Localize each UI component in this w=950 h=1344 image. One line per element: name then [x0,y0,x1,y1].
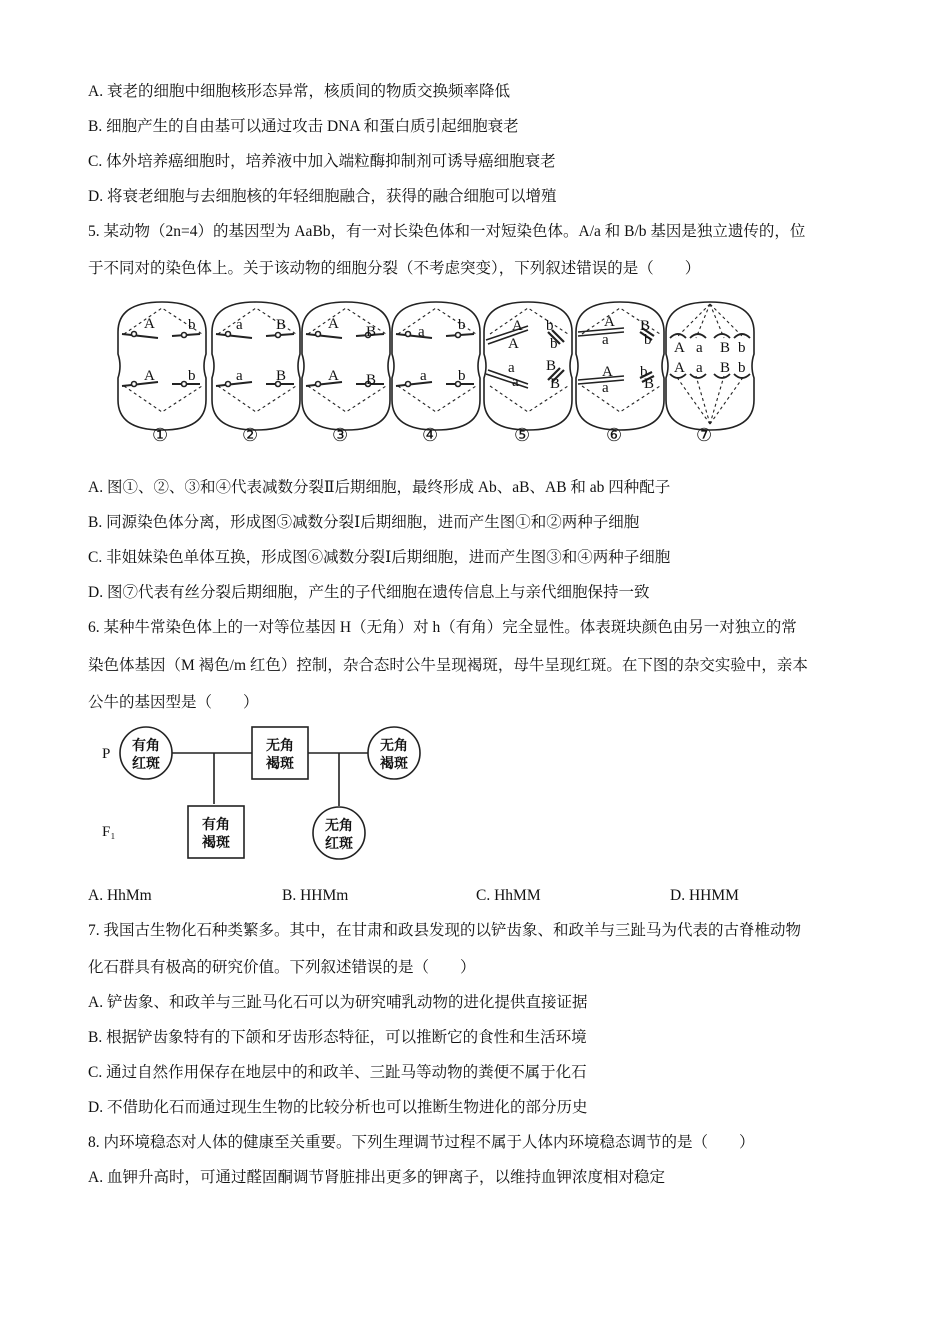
q8-option-a: A. 血钾升高时，可通过醛固酮调节肾脏排出更多的钾离子，以维持血钾浓度相对稳定 [88,1169,665,1186]
svg-text:b: b [188,368,196,384]
svg-text:B: B [720,360,731,376]
q6-stem-line3: 公牛的基因型是（ ） [88,694,259,711]
svg-text:a: a [508,360,515,376]
p-left-horn: 有角 [132,739,160,754]
svg-text:b: b [644,332,652,348]
f1-left-spot: 褐斑 [202,836,230,851]
svg-text:b: b [546,318,554,334]
p-right-horn: 无角 [380,739,408,754]
q4-option-d: D. 将衰老细胞与去细胞核的年轻细胞融合，获得的融合细胞可以增殖 [88,188,557,205]
svg-text:A: A [674,360,685,376]
svg-text:a: a [696,340,703,356]
svg-text:A: A [602,364,613,380]
q5-option-a: A. 图①、②、③和④代表减数分裂Ⅱ后期细胞，最终形成 Ab、aB、AB 和 ab 四种配子 [88,479,671,496]
cell-3 [302,302,390,430]
cell-6 [576,302,664,430]
q7-option-a: A. 铲齿象、和政羊与三趾马化石可以为研究哺乳动物的进化提供直接证据 [88,994,588,1011]
p-center-spot: 褐斑 [266,757,294,772]
svg-text:b: b [640,364,648,380]
q7-stem-line2: 化石群具有极高的研究价值。下列叙述错误的是（ ） [88,959,476,976]
q4-option-b: B. 细胞产生的自由基可以通过攻击 DNA 和蛋白质引起细胞衰老 [88,118,519,135]
svg-text:A: A [328,368,339,384]
f1-left-horn: 有角 [202,818,230,833]
q5-option-b: B. 同源染色体分离，形成图⑤减数分裂Ⅰ后期细胞，进而产生图①和②两种子细胞 [88,514,640,531]
svg-text:b: b [738,340,746,356]
cell-division-figure [108,296,768,448]
p-right-spot: 褐斑 [380,757,408,772]
svg-text:a: a [418,324,425,340]
fig-label-1: ① [152,425,169,445]
fig-label-3: ③ [332,425,349,445]
fig-label-7: ⑦ [696,425,713,445]
fig-label-4: ④ [422,425,439,445]
p-left-spot: 红斑 [132,757,160,772]
svg-text:a: a [236,368,243,384]
svg-text:b: b [738,360,746,376]
q5-option-c: C. 非姐妹染色单体互换，形成图⑥减数分裂Ⅰ后期细胞，进而产生图③和④两种子细胞 [88,549,671,566]
fig-label-6: ⑥ [606,425,623,445]
svg-text:A: A [508,336,519,352]
q6-stem-line1: 6. 某种牛常染色体上的一对等位基因 H（无角）对 h（有角）完全显性。体表斑块颜色由另一对独立的常 [88,619,797,636]
q7-option-d: D. 不借助化石而通过现生生物的比较分析也可以推断生物进化的部分历史 [88,1099,588,1116]
svg-text:B: B [366,372,377,388]
generation-p-label: P [102,746,111,762]
svg-text:A: A [328,316,339,332]
q6-option-c: C. HhMM [476,887,541,904]
svg-text:B: B [720,340,731,356]
svg-text:B: B [550,376,561,392]
q7-option-b: B. 根据铲齿象特有的下颌和牙齿形态特征，可以推断它的食性和生活环境 [88,1029,587,1046]
svg-text:a: a [512,374,519,390]
generation-f1-label: F₁ [102,824,116,840]
pedigree-diagram [96,722,436,868]
svg-text:a: a [236,317,243,333]
q5-option-d: D. 图⑦代表有丝分裂后期细胞，产生的子代细胞在遗传信息上与亲代细胞保持一致 [88,584,650,601]
cell-5 [484,302,572,430]
svg-text:A: A [604,314,615,330]
svg-text:a: a [420,368,427,384]
svg-text:A: A [512,318,523,334]
svg-text:b: b [458,368,466,384]
q6-option-a: A. HhMm [88,887,152,904]
svg-text:A: A [144,368,155,384]
svg-text:B: B [640,318,651,334]
svg-text:A: A [674,340,685,356]
q6-stem-line2: 染色体基因（M 褐色/m 红色）控制，杂合态时公牛呈现褐斑，母牛呈现红斑。在下图的杂交实验中，亲本 [88,657,808,674]
svg-text:b: b [458,317,466,333]
svg-text:b: b [188,317,196,333]
f1-right-horn: 无角 [325,819,353,834]
svg-text:A: A [144,316,155,332]
svg-text:B: B [644,376,655,392]
cell-4 [392,302,480,430]
fig-label-2: ② [242,425,259,445]
svg-text:a: a [696,360,703,376]
svg-text:B: B [366,324,377,340]
svg-text:a: a [602,380,609,396]
q4-option-a: A. 衰老的细胞中细胞核形态异常，核质间的物质交换频率降低 [88,83,510,100]
f1-right-spot: 红斑 [325,837,353,852]
p-center-horn: 无角 [266,739,294,754]
q5-stem-line1: 5. 某动物（2n=4）的基因型为 AaBb，有一对长染色体和一对短染色体。A/a 和 B/b 基因是独立遗传的，位 [88,223,806,240]
q7-stem-line1: 7. 我国古生物化石种类繁多。其中，在甘肃和政县发现的以铲齿象、和政羊与三趾马为代表的古脊椎动物 [88,922,802,939]
q4-option-c: C. 体外培养癌细胞时，培养液中加入端粒酶抑制剂可诱导癌细胞衰老 [88,153,556,170]
q7-option-c: C. 通过自然作用保存在地层中的和政羊、三趾马等动物的粪便不属于化石 [88,1064,587,1081]
svg-text:a: a [602,332,609,348]
fig-label-5: ⑤ [514,425,531,445]
svg-text:b: b [550,336,558,352]
q6-option-d: D. HHMM [670,887,739,904]
cell-2 [212,302,300,430]
svg-text:B: B [276,368,287,384]
svg-text:B: B [276,317,287,333]
q5-stem-line2: 于不同对的染色体上。关于该动物的细胞分裂（不考虑突变），下列叙述错误的是（ ） [88,260,701,277]
q8-stem: 8. 内环境稳态对人体的健康至关重要。下列生理调节过程不属于人体内环境稳态调节的是（ ） [88,1134,755,1151]
svg-text:B: B [546,358,557,374]
q6-option-b: B. HHMm [282,887,349,904]
